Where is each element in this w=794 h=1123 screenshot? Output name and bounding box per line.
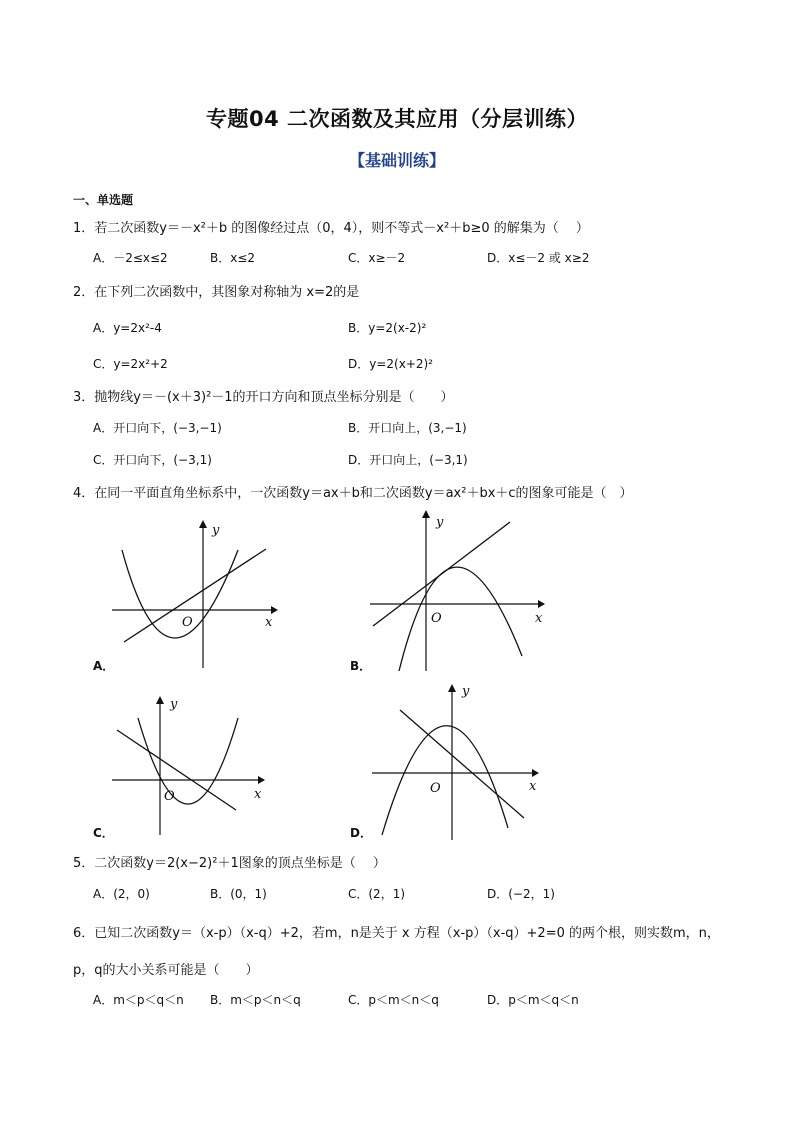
q1-option-a[interactable]: A．－2≤x≤2	[93, 251, 168, 265]
q4-graph-c	[108, 690, 268, 835]
y-axis-label: y	[212, 523, 220, 538]
x-axis-label: x	[535, 611, 543, 626]
q4-option-c[interactable]: C．	[93, 826, 114, 840]
q4-option-a[interactable]: A．	[93, 659, 115, 673]
y-axis-label: y	[462, 684, 470, 699]
y-axis-arrow	[448, 684, 456, 692]
x-axis-arrow	[258, 776, 265, 784]
x-axis-label: x	[265, 615, 273, 630]
q6-option-d[interactable]: D．p＜m＜q＜n	[487, 993, 579, 1007]
parabola	[122, 550, 238, 638]
x-axis-label: x	[529, 779, 537, 794]
q6-option-b[interactable]: B．m＜p＜n＜q	[210, 993, 301, 1007]
parabola	[382, 726, 508, 835]
q2-option-b[interactable]: B．y=2(x-2)²	[348, 321, 427, 335]
q4-option-b[interactable]: B．	[350, 659, 372, 673]
line	[400, 710, 524, 818]
q1-option-b[interactable]: B．x≤2	[210, 251, 256, 265]
q5-option-b[interactable]: B．(0，1)	[210, 887, 267, 901]
q5-option-c[interactable]: C．(2，1)	[348, 887, 406, 901]
parabola	[138, 718, 238, 804]
question-4-stem: 4．在同一平面直角坐标系中，一次函数y＝ax＋b和二次函数y＝ax²＋bx＋c的图象可能是（ ）	[73, 486, 633, 501]
origin-label: O	[164, 789, 175, 804]
y-axis-arrow	[156, 696, 164, 704]
x-axis-arrow	[538, 600, 545, 608]
page-title: 专题04 二次函数及其应用（分层训练）	[205, 107, 589, 131]
q2-option-a[interactable]: A．y=2x²-4	[93, 321, 162, 335]
y-axis-arrow	[422, 510, 430, 518]
x-axis-arrow	[271, 606, 278, 614]
q4-graph-d	[366, 680, 546, 840]
q1-option-c[interactable]: C．x≥－2	[348, 251, 406, 265]
line	[117, 730, 236, 810]
question-6-stem-line-2: p，q的大小关系可能是（ ）	[73, 963, 259, 978]
y-axis-label: y	[436, 515, 444, 530]
q6-option-a[interactable]: A．m＜p＜q＜n	[93, 993, 184, 1007]
x-axis-label: x	[254, 787, 262, 802]
q3-option-b[interactable]: B．开口向上，(3,−1)	[348, 421, 467, 435]
q3-option-c[interactable]: C．开口向下，(−3,1)	[93, 453, 212, 467]
q5-option-a[interactable]: A．(2，0)	[93, 887, 150, 901]
q2-option-c[interactable]: C．y=2x²+2	[93, 357, 168, 371]
q4-option-d[interactable]: D．	[350, 826, 372, 840]
page-subtitle: 【基础训练】	[348, 151, 445, 170]
origin-label: O	[431, 611, 442, 626]
question-6-stem-line-1: 6．已知二次函数y＝（x-p）（x-q）+2，若m，n是关于 x 方程（x-p）（x-q）+2=0 的两个根，则实数m，n，	[73, 926, 720, 941]
q3-option-d[interactable]: D．开口向上，(−3,1)	[348, 453, 468, 467]
origin-label: O	[182, 615, 193, 630]
q4-graph-a	[108, 518, 278, 668]
x-axis-arrow	[532, 769, 539, 777]
y-axis-arrow	[199, 520, 207, 528]
question-1-stem: 1．若二次函数y＝－x²＋b 的图像经过点（0，4），则不等式－x²＋b≥0 的解集为（ ）	[73, 221, 589, 236]
question-3-stem: 3．抛物线y＝－(x＋3)²－1的开口方向和顶点坐标分别是（ ）	[73, 390, 454, 405]
origin-label: O	[430, 781, 441, 796]
q3-option-a[interactable]: A．开口向下，(−3,−1)	[93, 421, 222, 435]
y-axis-label: y	[170, 697, 178, 712]
parabola	[399, 567, 522, 671]
q4-graph-b	[364, 506, 549, 671]
q5-option-d[interactable]: D．(−2，1)	[487, 887, 555, 901]
q2-option-d[interactable]: D．y=2(x+2)²	[348, 357, 433, 371]
question-5-stem: 5．二次函数y＝2(x−2)²＋1图象的顶点坐标是（ ）	[73, 856, 386, 871]
q6-option-c[interactable]: C．p＜m＜n＜q	[348, 993, 439, 1007]
q1-option-d[interactable]: D．x≤－2 或 x≥2	[487, 251, 590, 265]
question-2-stem: 2．在下列二次函数中，其图象对称轴为 x=2的是	[73, 285, 360, 300]
section-heading: 一、单选题	[73, 193, 134, 207]
